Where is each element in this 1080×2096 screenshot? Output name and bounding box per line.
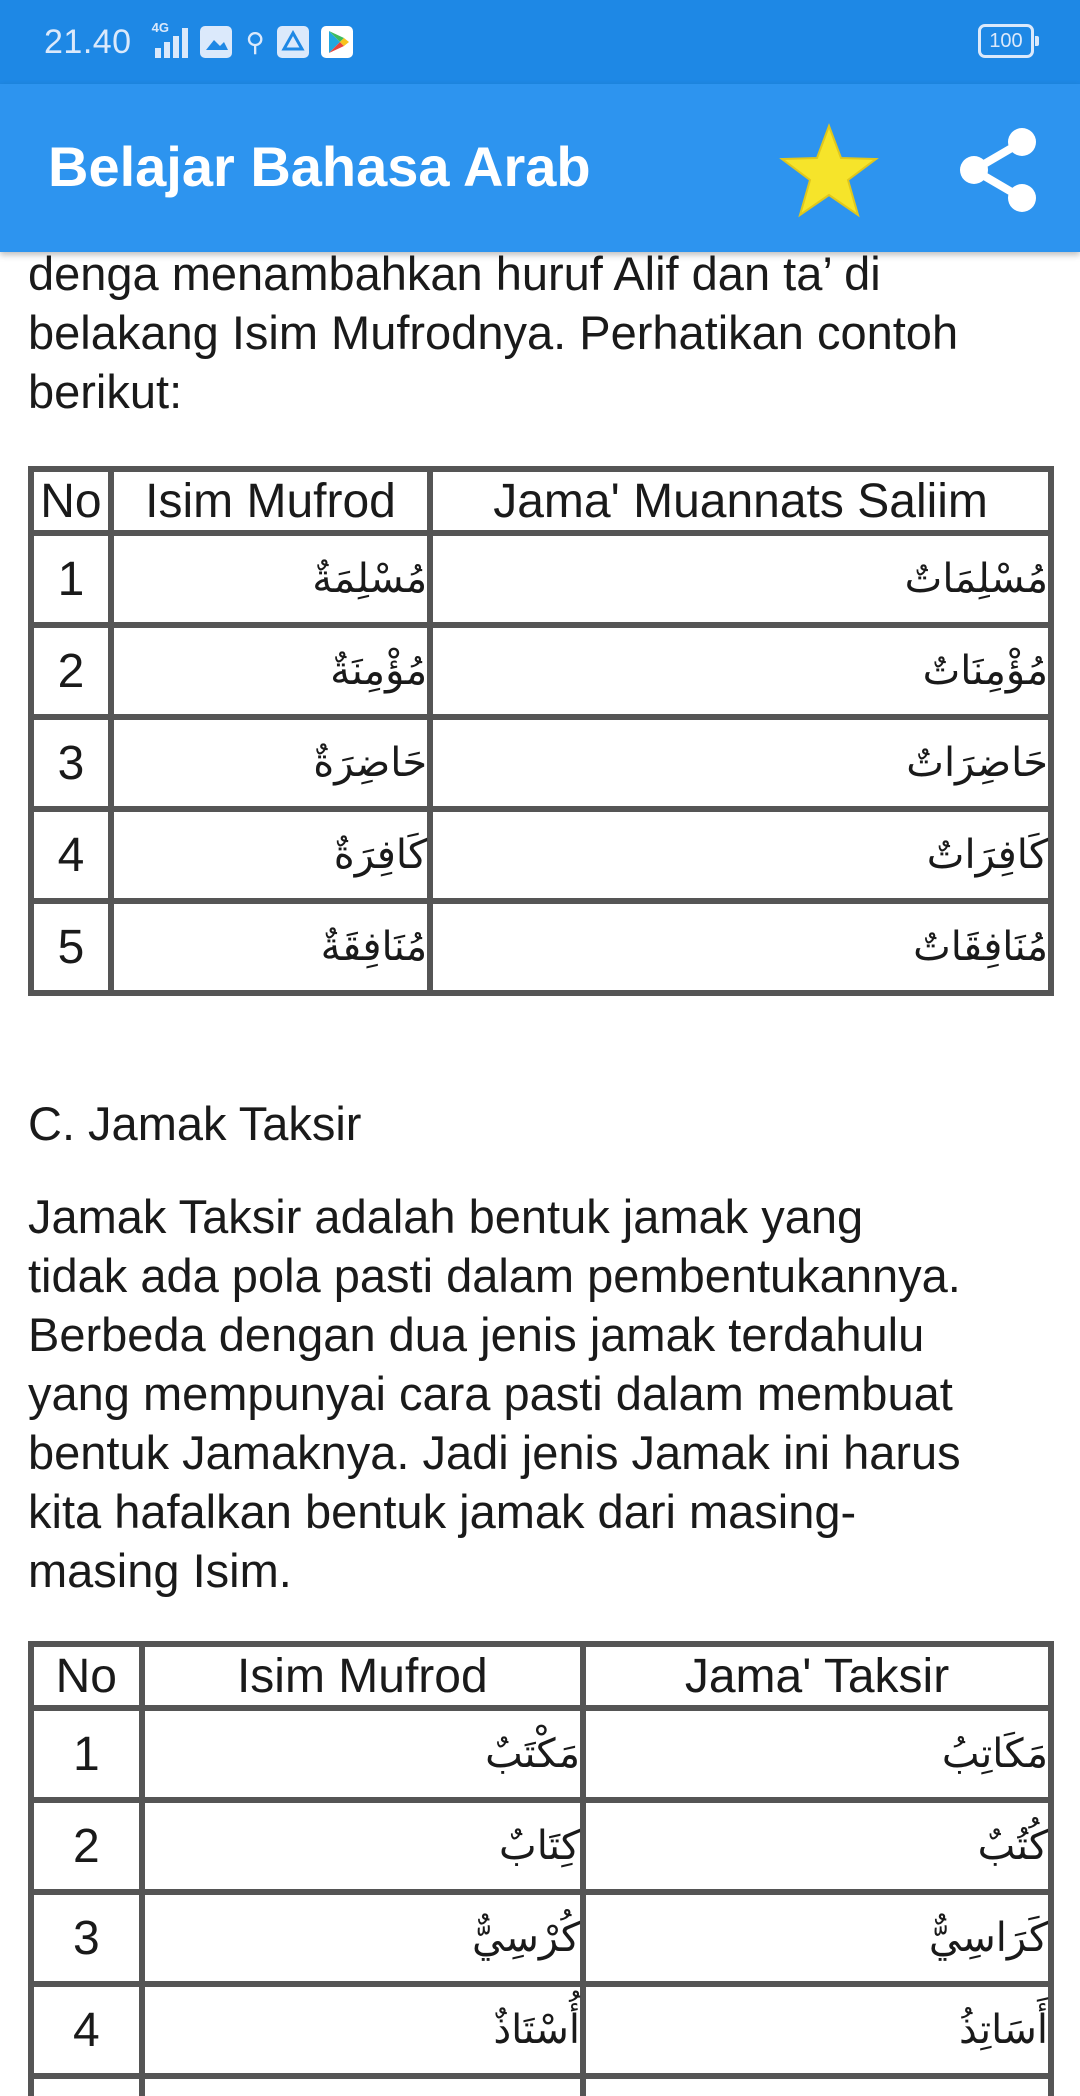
table-header-row [31, 1644, 1051, 1708]
intro-line: berikut: [28, 365, 183, 418]
photo-icon [200, 26, 232, 58]
paragraph-line: bentuk Jamaknya. Jadi jenis Jamak ini harus [28, 1426, 961, 1479]
cell-no: 1 [31, 533, 111, 625]
intro-paragraph [28, 252, 1052, 421]
section-paragraph [28, 1187, 1052, 1600]
paragraph-line: masing Isim. [28, 1544, 292, 1597]
table-row [31, 533, 1051, 625]
network-type: 4G [151, 20, 169, 35]
cell-mufrod: كُرْسِيٌّ [142, 1892, 583, 1984]
cell-mufrod: حَاضِرَةٌ [111, 717, 430, 809]
header-mufrod: Isim Mufrod [142, 1644, 583, 1708]
table-row [31, 2076, 1051, 2096]
cell-jama: أَسَاتِذُ [583, 1984, 1051, 2076]
cell-no: 4 [31, 809, 111, 901]
cell-no: 3 [31, 1892, 142, 1984]
cell-jama: كَرَاسِيٌّ [583, 1892, 1051, 1984]
paragraph-line: Jamak Taksir adalah bentuk jamak yang [28, 1190, 864, 1243]
cell-no [31, 2076, 142, 2096]
paragraph-line: Berbeda dengan dua jenis jamak terdahulu [28, 1308, 925, 1361]
cell-jama: حَاضِرَاتٌ [430, 717, 1051, 809]
content-area[interactable] [0, 252, 1080, 2096]
share-button[interactable] [950, 124, 1046, 216]
cell-mufrod: أُسْتَاذٌ [142, 1984, 583, 2076]
cell-jama: مُنَافِقَاتٌ [430, 901, 1051, 993]
header-no: No [31, 1644, 142, 1708]
cell-no: 3 [31, 717, 111, 809]
favorite-button[interactable] [778, 122, 880, 220]
table-row [31, 809, 1051, 901]
play-store-icon [321, 26, 353, 58]
paragraph-line: yang mempunyai cara pasti dalam membuat [28, 1367, 953, 1420]
table-row [31, 1800, 1051, 1892]
signal-icon [151, 20, 188, 58]
share-icon [950, 124, 1046, 216]
star-icon [778, 122, 880, 220]
battery-icon: 100 [978, 24, 1034, 58]
cell-jama: مُسْلِمَاتٌ [430, 533, 1051, 625]
usb-icon: ⚲ [245, 26, 265, 57]
intro-line: belakang Isim Mufrodnya. Perhatikan contoh [28, 306, 959, 359]
drive-icon [277, 26, 309, 58]
cell-no: 1 [31, 1708, 142, 1800]
header-no: No [31, 469, 111, 533]
intro-line: denga menambahkan huruf Alif dan ta’ di [28, 252, 881, 300]
cell-mufrod: مُسْلِمَةٌ [111, 533, 430, 625]
table-row [31, 717, 1051, 809]
paragraph-line: kita hafalkan bentuk jamak dari masing- [28, 1485, 857, 1538]
status-time: 21.40 [44, 22, 132, 61]
cell-jama [583, 2076, 1051, 2096]
cell-jama: مَكَاتِبُ [583, 1708, 1051, 1800]
paragraph-line: tidak ada pola pasti dalam pembentukannya. [28, 1249, 961, 1302]
cell-jama: كَافِرَاتٌ [430, 809, 1051, 901]
table-row [31, 901, 1051, 993]
table-row [31, 1892, 1051, 1984]
table-taksir [28, 1641, 1054, 2096]
cell-mufrod: مَكْتَبٌ [142, 1708, 583, 1800]
table-row [31, 625, 1051, 717]
cell-jama: كُتُبٌ [583, 1800, 1051, 1892]
cell-no: 5 [31, 901, 111, 993]
header-jama: Jama' Taksir [583, 1644, 1051, 1708]
table-muannats [28, 466, 1054, 996]
cell-mufrod: كَافِرَةٌ [111, 809, 430, 901]
cell-no: 2 [31, 625, 111, 717]
cell-mufrod [142, 2076, 583, 2096]
header-mufrod: Isim Mufrod [111, 469, 430, 533]
section-heading: C. Jamak Taksir [28, 1097, 362, 1150]
cell-mufrod: كِتَابٌ [142, 1800, 583, 1892]
cell-mufrod: مُنَافِقَةٌ [111, 901, 430, 993]
table-header-row [31, 469, 1051, 533]
cell-no: 4 [31, 1984, 142, 2076]
cell-jama: مُؤْمِنَاتٌ [430, 625, 1051, 717]
cell-mufrod: مُؤْمِنَةٌ [111, 625, 430, 717]
cell-no: 2 [31, 1800, 142, 1892]
app-bar [0, 84, 1080, 252]
header-jama: Jama' Muannats Saliim [430, 469, 1051, 533]
app-title: Belajar Bahasa Arab [48, 135, 591, 198]
table-row [31, 1984, 1051, 2076]
status-bar [0, 0, 1080, 84]
table-row [31, 1708, 1051, 1800]
